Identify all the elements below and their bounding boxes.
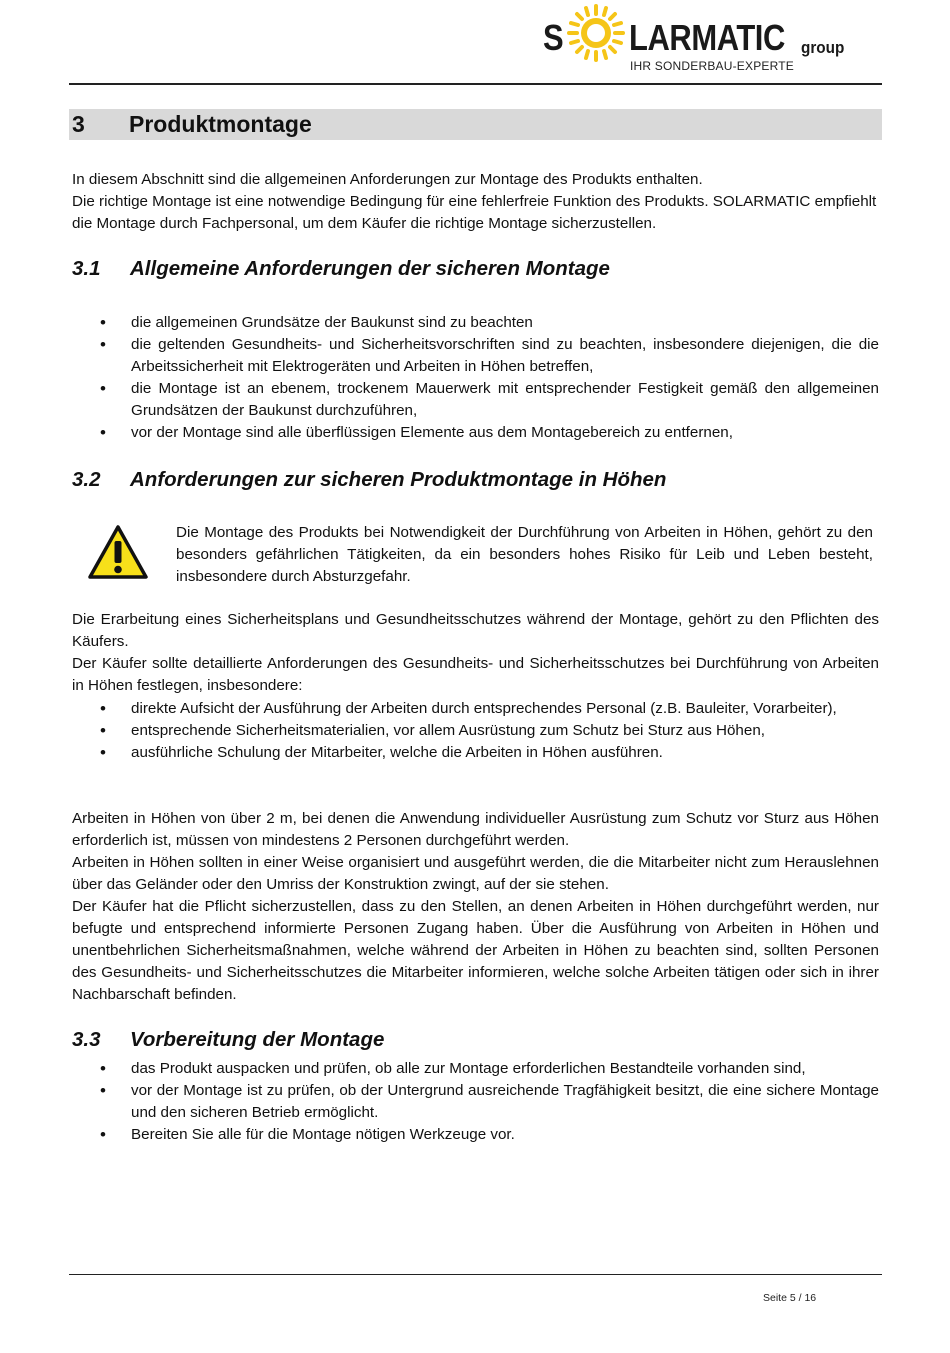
list-item: • direkte Aufsicht der Ausführung der Arbeiten durch entsprechendes Personal (z.B. Bauleiter, Vorarbeiter),: [72, 698, 879, 720]
list-item: • das Produkt auspacken und prüfen, ob alle zur Montage erforderlichen Bestandteile vorhanden sind,: [72, 1058, 879, 1080]
intro-paragraph: Die richtige Montage ist eine notwendige Bedingung für eine fehlerfreie Funktion des Produkts. SOLARMATIC empfiehlt die Montage durch Fachpersonal, um dem Käufer die richtige Montage sicherzustellen.: [72, 193, 877, 232]
chapter-title: Produktmontage: [129, 111, 312, 137]
page-number: Seite 5 / 16: [763, 1292, 817, 1304]
logo-tagline: IHR SONDERBAU-EXPERTE: [630, 59, 795, 73]
list-item: • entsprechende Sicherheitsmaterialien, vor allem Ausrüstung zum Schutz bei Sturz aus Höhen,: [72, 720, 879, 742]
paragraph: Der Käufer sollte detaillierte Anforderungen des Gesundheits- und Sicherheitsschutzes bei Durchführung von Arbeiten in Höhen festlegen, insbesondere:: [72, 655, 879, 694]
footer-divider: [69, 1274, 882, 1275]
list-item: • ausführliche Schulung der Mitarbeiter, welche die Arbeiten in Höhen ausführen.: [72, 742, 879, 764]
paragraph: Der Käufer hat die Pflicht sicherzustellen, dass zu den Stellen, an denen Arbeiten in Höhen durchgeführt werden, nur befugte und entsprechend informierte Personen Zugang haben. Über die Ausführung von Arbeiten in Höhen und unentbehrlichen Sicherheitsmaßnahmen, welche während der Arbeiten in Höhen zu beachten sind, sollten Personen des Gesundheits- und Sicherheitsschutzes die Mitarbeiter informieren, welche solche Arbeiten tätigen oder sich in ihrer Nachbarschaft befinden.: [72, 898, 879, 1003]
header-divider: [69, 83, 882, 85]
paragraph: Die Erarbeitung eines Sicherheitsplans und Gesundheitsschutzes während der Montage, gehört zu den Pflichten des Käufers.: [72, 611, 879, 650]
section-number: 3.1: [72, 257, 101, 280]
section-title: Allgemeine Anforderungen der sicheren Montage: [130, 257, 610, 280]
chapter-heading: [69, 109, 882, 140]
preparation-list: [72, 1058, 879, 1146]
paragraph: Arbeiten in Höhen von über 2 m, bei denen die Anwendung individueller Ausrüstung zum Schutz vor Sturz aus Höhen erforderlich ist, müssen von mindestens 2 Personen durchgeführt werden.: [72, 810, 879, 849]
sun-icon: [567, 4, 625, 62]
list-item: • vor der Montage sind alle überflüssigen Elemente aus dem Montagebereich zu entfernen,: [72, 422, 879, 444]
solarmatic-logo: [543, 4, 848, 74]
logo-wordmark: LARMATIC: [629, 17, 785, 58]
list-item: • die Montage ist an ebenem, trockenem Mauerwerk mit entsprechender Festigkeit gemäß den allgemeinen Grundsätzen der Baukunst durchzuführen,: [72, 378, 879, 422]
section-title: Anforderungen zur sicheren Produktmontage in Höhen: [130, 468, 667, 491]
logo-group-text: group: [801, 38, 845, 57]
warning-triangle-icon: [87, 524, 149, 580]
list-item: • vor der Montage ist zu prüfen, ob der Untergrund ausreichende Tragfähigkeit besitzt, die eine sichere Montage und den sicheren Betrieb ermöglicht.: [72, 1080, 879, 1124]
chapter-number: 3: [72, 111, 85, 137]
paragraph: Arbeiten in Höhen sollten in einer Weise organisiert und ausgeführt werden, die die Mitarbeiter nicht zum Herauslehnen über das Geländer oder den Umriss der Konstruktion zwingt, auf der sie stehen.: [72, 854, 879, 893]
intro-line-1: In diesem Abschnitt sind die allgemeinen Anforderungen zur Montage des Produkts enthalten.: [72, 171, 703, 188]
section-title: Vorbereitung der Montage: [130, 1028, 385, 1051]
logo-letter-s: S: [543, 17, 564, 58]
section-number: 3.2: [72, 468, 101, 491]
list-item: • die allgemeinen Grundsätze der Baukunst sind zu beachten: [72, 312, 879, 334]
height-work-requirements-list: [72, 698, 879, 764]
list-item: • Bereiten Sie alle für die Montage nötigen Werkzeuge vor.: [72, 1124, 879, 1146]
section-number: 3.3: [72, 1028, 101, 1051]
requirements-list: [72, 312, 879, 444]
list-item: • die geltenden Gesundheits- und Sicherheitsvorschriften sind zu beachten, insbesondere diejenigen, die die Arbeitssicherheit mit Elektrogeräten und Arbeiten in Höhen betreffen,: [72, 334, 879, 378]
warning-text: Die Montage des Produkts bei Notwendigkeit der Durchführung von Arbeiten in Höhen, gehört zu den besonders gefährlichen Tätigkeiten, da ein besonders hohes Risiko für Leib und Leben besteht, insbesondere durch Absturzgefahr.: [176, 524, 873, 585]
